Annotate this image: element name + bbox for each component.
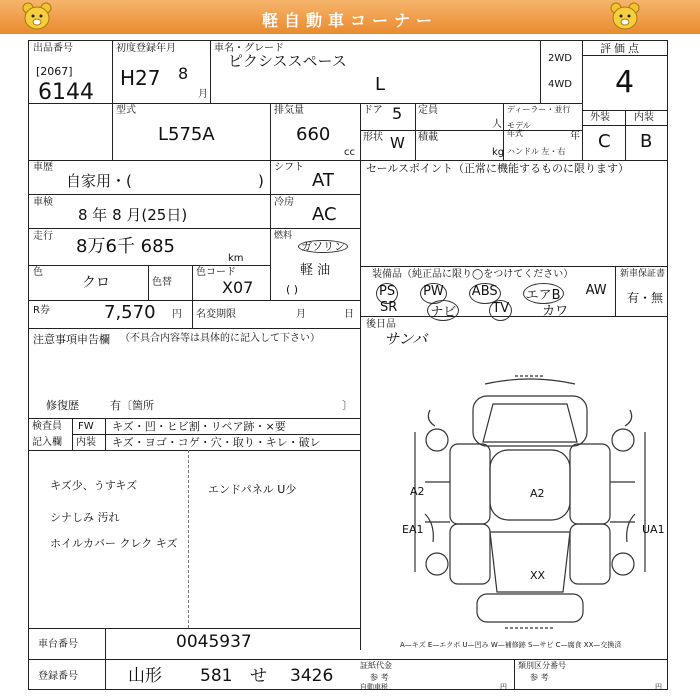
note-line1: キズ少、うすキズ <box>50 479 138 492</box>
capacity-label: 定員 <box>418 105 438 116</box>
damage-mark-ea1: EA1 <box>402 523 424 536</box>
equipment-ps: PS <box>376 283 398 304</box>
drive-2wd: 2WD <box>548 53 572 64</box>
handle-label: ハンドル 左・右 <box>507 147 566 156</box>
registration-label: 初度登録年月 <box>116 43 176 54</box>
equipment-row2 <box>380 300 568 321</box>
registration-year: H27 <box>120 66 161 90</box>
inspector-row1: キズ・凹・ヒビ割・リペア跡・×要 <box>112 420 286 433</box>
docs-yen-1: 円 <box>500 683 507 691</box>
color-label: 色 <box>33 267 43 278</box>
inspector-row2: キズ・ヨゴ・コゲ・穴・取り・キレ・破レ <box>112 436 321 449</box>
damage-mark-a2-left: A2 <box>410 485 425 498</box>
equipment-abs: ABS <box>469 283 501 304</box>
year-unit: 年 <box>570 131 580 142</box>
equipment-airbag: エアB <box>523 283 564 304</box>
damage-mark-a2-center: A2 <box>530 487 545 500</box>
name-change-label: 名変期限 <box>196 309 236 320</box>
plate-number: 3426 <box>290 666 334 686</box>
plate-kana: せ <box>250 666 267 686</box>
score-ext-value: C <box>598 131 611 152</box>
capacity-unit: 人 <box>492 119 502 130</box>
repair-close: 〕 <box>342 399 353 412</box>
displacement-value: 660 <box>296 124 331 145</box>
mileage-value: 8万6千 685 <box>76 236 175 257</box>
after-parts-label: 後日品 <box>366 319 396 330</box>
inspection-value: 8 年 8 月(25日) <box>78 206 188 224</box>
damage-mark-ua1: UA1 <box>642 523 665 536</box>
model-value: L575A <box>158 124 215 145</box>
equipment-tv: TV <box>489 300 512 321</box>
chassis-value: 0045937 <box>176 632 252 652</box>
car-label: 車名・グレード <box>214 43 284 54</box>
color-code-label: 色コード <box>196 267 236 278</box>
notes-sub: （不具合内容等は具体的に記入して下さい） <box>120 333 320 344</box>
fuel-label: 燃料 <box>274 231 293 241</box>
score-int-label: 内装 <box>634 112 654 123</box>
recycle-value: 7,570 <box>104 302 156 323</box>
inspection-label: 車検 <box>33 197 53 208</box>
registration-month: 8 <box>178 64 189 83</box>
name-change-month: 月 <box>296 309 306 320</box>
damage-legend: A—キズ E—エクボ U—凹み W—補修跡 S—サビ C—腐食 XX—交換済 <box>400 641 622 649</box>
body-type-label: 形状 <box>363 132 383 143</box>
docs-class-label: 類別区分番号 <box>518 661 566 670</box>
body-type-value: W <box>390 134 405 152</box>
note-line2: シナしみ 汚れ <box>50 511 120 524</box>
ac-value: AC <box>312 204 337 225</box>
displacement-label: 排気量 <box>274 105 304 116</box>
car-damage-diagram <box>395 372 665 634</box>
mileage-label: 走行 <box>33 231 53 242</box>
fuel-alt: 軽 油 <box>300 263 331 278</box>
docs-stamp-label: 証紙代金 <box>360 661 392 670</box>
warranty-value: 有・無 <box>627 291 664 305</box>
history-close: ) <box>258 172 264 190</box>
lot-label: 出品番号 <box>33 43 73 54</box>
doors-label: ドア <box>363 105 383 116</box>
bear-logo-icon <box>608 1 642 33</box>
chassis-label: 車台番号 <box>38 639 78 650</box>
displacement-unit: cc <box>344 147 355 158</box>
inspector-label: 検査員 <box>32 421 62 432</box>
history-label: 車歴 <box>33 162 53 173</box>
repair-value: 有〔箇所 <box>110 399 154 412</box>
shift-value: AT <box>312 170 334 191</box>
score-ext-label: 外装 <box>590 112 610 123</box>
docs-yen-2: 円 <box>655 683 662 691</box>
sales-point-label: セールスポイント（正常に機能するものに限ります） <box>366 162 630 175</box>
score-int-value: B <box>640 131 653 152</box>
lot-number: 6144 <box>38 80 94 105</box>
note-line3: ホイルカバー クレク キズ <box>50 537 178 550</box>
inspector-interior: 内装 <box>76 437 96 448</box>
repair-label: 修復歴 <box>46 399 79 412</box>
docs-tax-label: 自動車税 <box>360 683 388 691</box>
score-value: 4 <box>615 65 635 100</box>
equipment-leather: カワ <box>542 304 569 319</box>
color-value: クロ <box>82 275 110 291</box>
bear-logo-icon <box>20 1 54 33</box>
equipment-pw: PW <box>420 283 447 304</box>
drive-4wd: 4WD <box>548 79 572 90</box>
score-label: 評価点 <box>600 42 642 55</box>
name-change-day: 日 <box>344 309 354 320</box>
load-label: 積載 <box>418 132 438 143</box>
plate-region: 山形 <box>128 666 162 686</box>
docs-ref-label-2: 参 考 <box>530 673 549 682</box>
plate-label: 登録番号 <box>38 671 78 682</box>
inspector-entry-label: 記入欄 <box>32 437 62 448</box>
after-parts-value: サンバ <box>384 330 428 348</box>
registration-month-unit: 月 <box>198 89 208 100</box>
model-label: 型式 <box>116 105 136 116</box>
damage-mark-xx: XX <box>530 569 546 582</box>
mileage-unit: km <box>228 253 244 264</box>
doors-value: 5 <box>392 104 403 123</box>
fuel-value: ガソリン <box>298 240 348 253</box>
notes-label: 注意事項申告欄 <box>33 333 110 346</box>
equipment-sr: SR <box>380 300 398 315</box>
ac-label: 冷房 <box>274 197 294 208</box>
car-name: ピクシススペース <box>228 52 347 70</box>
history-value: 自家用・( <box>66 172 132 190</box>
load-unit: kg <box>492 147 505 158</box>
model-year-label: モデル 年式 <box>507 121 531 138</box>
inspector-fw: FW <box>78 421 94 432</box>
page-title: 軽自動車コーナー <box>261 11 438 30</box>
fuel-paren: ( ) <box>286 283 299 296</box>
color-code-value: X07 <box>222 278 254 297</box>
shift-label: シフト <box>274 162 304 173</box>
color-change-label: 色替 <box>152 277 172 288</box>
recycle-unit: 円 <box>172 309 182 320</box>
car-grade: L <box>375 74 386 95</box>
docs-ref-label: 参 考 <box>370 673 389 682</box>
equipment-label: 装備品（純正品に限り◯をつけてください） <box>372 269 574 280</box>
plate-class: 581 <box>200 666 233 686</box>
lot-small-number: [2067] <box>36 65 73 78</box>
equipment-navi: ナビ <box>427 300 459 321</box>
note-line4: エンドパネル U少 <box>208 483 297 496</box>
equipment-aw: AW <box>585 283 607 298</box>
warranty-label: 新車保証書 <box>620 269 666 279</box>
dealer-label: ディーラー・並行 <box>507 105 571 114</box>
recycle-label: R券 <box>33 305 50 316</box>
